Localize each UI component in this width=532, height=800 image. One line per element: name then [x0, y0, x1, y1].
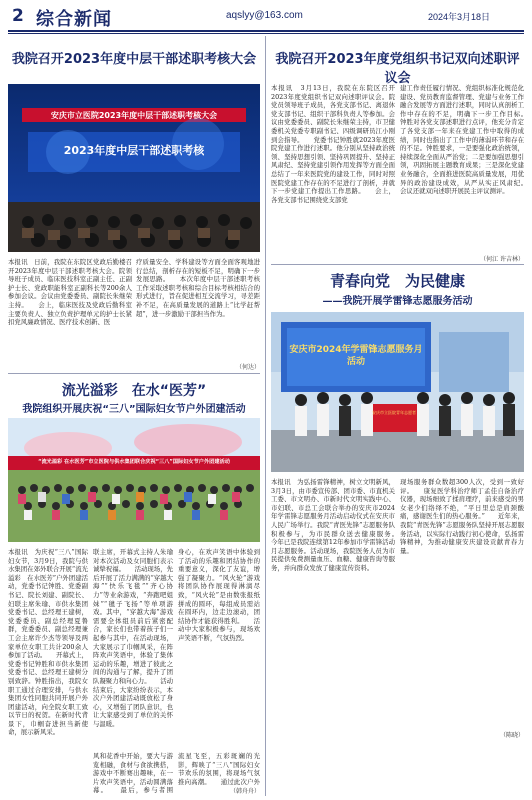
article2-body-right: 建工作责任履行情况、党组织标准化规范化建设、党员教育监督管理、党建与业务工作融合发展等方面进行述职，同时认真剖析工作中存在的不足，明确下一步工作目标。 钟胜对各党支部述职进行点评，他充分肯定了各党支部一年来在党建工作中取得的成绩，同时也指出了工作中的薄弱环节和存在的不足。钟胜要求，一是要强化政治统领，持续深化全面从严治党；二是要加强思想引领，巩固拓展主题教育成果；三是深化党建业务融合，全面推进医院高质量发展，用优异的政治建设成效，从严从实正风肃纪。 会议还就双向述职开展民主评议测评。	[400, 84, 524, 196]
article4-photo	[271, 312, 524, 472]
article1-photo-stage-text: 2023年度中层干部述职考核	[63, 144, 205, 157]
article3-col3: 身心，在欢声笑语中体验到了活动的乐趣和团结协作的重要意义，深化了友谊，增强了凝聚力。“风火轮”游戏将团队协作展现得淋漓尽致，“风火轮”是由数张报纸拼成的圆环，每组成员需站在圆环内，边走边滚动，团结协作才能获得胜利。 活动中大家积极参与，现场欢声笑语不断，气氛热烈。	[178, 548, 260, 642]
article2-divider	[271, 264, 524, 265]
masthead-rule	[8, 30, 524, 32]
article3-photo-banner: “流光溢彩 在水医芳”市立医院与供水集团联合庆祝“三八”国际妇女节户外团建活动	[38, 459, 230, 465]
article2-headline: 我院召开2023年度党组织书记双向述职评议会	[275, 52, 520, 86]
bottom-col2: 流星飞至，五彩斑斓的光影，辉映了“三八”国际妇女节欢乐的氛围，将现场气氛推向高潮。 通过此次户外	[178, 752, 260, 786]
article3-headline: 流光溢彩 在水“医芳”	[61, 383, 207, 399]
article1-photo	[8, 84, 260, 252]
article4-col2: 现场服务群众数超300人次，受到一致好评。 康复医学科治疗师丁孟佳自备治疗仪器，现场细致了揉肩理疗，前来感受的男女老少们络绎不绝，“平日里总是肩颈酸痛，感谢医生们的热心服务。” 近年来，我院“青医先锋”志愿服务队坚持开展志愿服务活动，以实际行动践行初心使命，弘扬雷锋精神，为推动健康安庆建设贡献青春力量。	[400, 478, 524, 555]
article4-photo-banner: 安庆市2024年学雷锋志愿服务月活动	[289, 345, 423, 367]
contact-email: aqslyy@163.com	[226, 10, 303, 21]
article4-subhead: ——我院开展学雷锋志愿服务活动	[322, 296, 473, 307]
article4-col1: 本报讯 为弘扬雷锋精神，树立文明新风，3月3日，由市委宣传部、团市委、市直机关工委、市文明办、市新时代文明实践中心、市妇联、市总工会联合举办的安庆市2024年学雷锋志愿服务月活动启动仪式在安庆市人民广场举行。我院“青医先锋”志愿服务队积极参与，为市民群众送去健康服务。 今年已是我院连续第12年参加市学雷锋活动月志愿服务。活动现场，我院医务人员为市民提供免费测量血压、血糖、健康咨询等服务，并向群众发放了健康宣传资料。	[271, 478, 395, 572]
masthead-rule-thin	[8, 33, 524, 34]
article1-photo-banner: 安庆市立医院2023年度中层干部述职考核大会	[50, 111, 218, 120]
article3-photo	[8, 418, 260, 542]
article4-credit: （陈晓）	[499, 732, 524, 739]
issue-date: 2024年3月18日	[428, 12, 491, 22]
bottom-col1: 风和花香中开始，要大与游览相融，食材与食欲携搭，游戏中不断赛出趣味，在一片欢声笑语中，活动圆满落幕。 最后，参与者围	[93, 752, 173, 794]
article4-flag-text: 安庆市立医院青年志愿者	[372, 410, 416, 415]
article4-headline: 青春向党 为民健康	[329, 272, 465, 290]
column-divider	[265, 36, 266, 796]
article1-body-right: 疗质量安全、学科建设等方面全面客观地进行总结，剖析存在的短板不足，明确下一步发展思路。 本次年度中层干部述职考核工作采取述职考核和综合目标考核相结合的形式进行，旨在促进相互交流学习，寻差距补不足，在高质量发展的道路上“比学赶帮超”，进一步激励干部担当作为。	[136, 258, 260, 318]
page-number: 2	[12, 6, 24, 26]
article2-body-left: 本报讯 3月13日，我院在东院区召开2023年度党组织书记双向述职评议会。院党员领导班子成员，各党支部书记、离退休党支部书记、组织干部科负责人等参加。会议由党委委员、副院长朱继荣主持，市卫健委机关党委专职副书记、四级调研员江小刚到会指导。 党委书记钟胜就2023年度医院党建工作进行述职。他分别从坚持政治统领、坚持思想引领、坚持巩固提升、坚持正风肃纪、坚持党建引领作用发挥等方面全面总结了一年来医院党的建设工作，同时对照医院党建工作存在的不足进行了剖析，并就下一步党建工作提出工作思路。 会上，各党支部书记围绕党支部党	[271, 84, 395, 204]
article2-credit: （何江 许吉林）	[480, 256, 524, 263]
section-title: 综合新闻	[36, 9, 112, 30]
article1-body-left: 本报讯 日前，我院在东院区党政后勤楼召开2023年度中层干部述职考核大会。院领导班子成员、临床医技科室正副主任、正副护士长、党政职能科室正副科长等200余人参加会议。会议由党委委员、副院长朱继荣主持。 会上，临床医技及党政后勤科室主要负责人、独立负责护理单元的护士长紧扣党风廉政情况、医疗技术创新、医	[8, 258, 132, 327]
article3-col2: 联主席，开幕式主持人朱瑜对本次活动及女同胞们表示诚挚祝福。 活动现场，先后开展了活力满满的“穿越大海”“快乐飞毯”“齐心协力”等业余游戏，“奔跑吧姐妹”“毽子飞扬”等单项游戏。其中，“穿越大海”游戏需要全体组员前后紧密配合，家长们也带着孩子们一起参与其中，在活动现场，大家展示了巾帼风采，在阵阵欢声笑语中，体验了集体运动的乐趣，增进了彼此之间的沟通与了解，提升了团队凝聚力和向心力。 活动结束后，大家纷纷表示，本次户外团建活动既放松了身心，又增强了团队意识，也让大家感受到了单位的关怀与温暖。	[93, 548, 173, 728]
bottom-credit: （韩舟舟）	[229, 788, 260, 795]
article3-subhead: 我院组织开展庆祝“三八”国际妇女节户外团建活动	[22, 404, 246, 415]
article1-divider	[8, 373, 260, 374]
article1-credit: （何达）	[235, 364, 260, 371]
article1-headline: 我院召开2023年度中层干部述职考核大会	[11, 52, 257, 67]
article3-col1: 本报讯 为庆祝“三八”国际妇女节，3月9日，我院与供水集团在郊外联合开展“流光溢彩 在水医芳”户外团建活动，党委书记钟胜、党委副书记、院长刘建、副院长、妇联主席朱瑜、市供水集团党委书记、总经理王建树，党委委员、副总经理夏鲁群，党委委员、副总经理兼工会主席许少杰等领导及两家单位女职工共计200余人参加了活动。 开幕式上，党委书记钟胜和市供水集团党委书记、总经理王建树分别致辞。钟胜指出，我院女职工通过合理安排，与供水集团女性同胞共同开展户外团建活动，向全院女职工致以节日的祝贺。在新时代背景下，巾帼奋进担当新使命，展示新风采。	[8, 548, 88, 737]
